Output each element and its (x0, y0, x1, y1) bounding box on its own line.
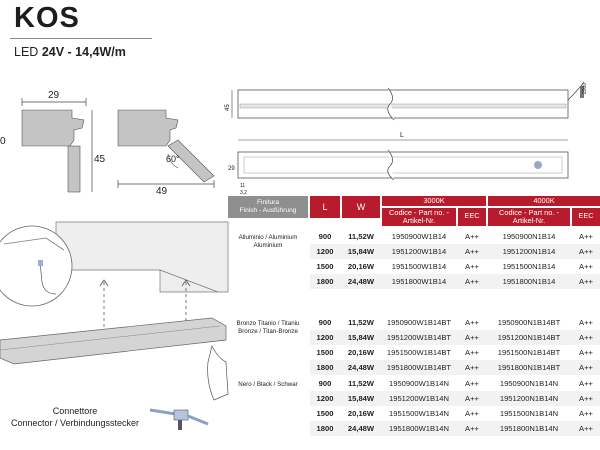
product-subtitle (14, 45, 126, 59)
elev-dim-length-label: L (400, 132, 404, 139)
cell-eec-4000: A++ (579, 333, 593, 342)
cell-eec-4000: A++ (579, 262, 593, 271)
cell-code-4000: 1950900N1B14BT (497, 318, 561, 327)
connector-label-it: Connettore (52, 406, 98, 416)
cell-eec-4000: A++ (579, 424, 593, 433)
cell-code-3000: 1950900W1B14N (389, 379, 449, 388)
header-group-3000: 3000K (382, 196, 486, 206)
elev-dim-height-label: 45 (225, 104, 231, 111)
top-view-bar (238, 152, 568, 178)
cell-code-3000: 1951500W1B14 (391, 262, 447, 271)
cell-length: 1800 (316, 363, 334, 372)
cabinet-wall (56, 222, 228, 292)
cell-code-4000: 1951800N1B14N (499, 424, 559, 433)
cell-eec-3000: A++ (465, 424, 479, 433)
cell-power: 15,84W (347, 247, 375, 256)
elevation-drawing (225, 80, 600, 196)
cell-eec-4000: A++ (579, 247, 593, 256)
cell-length: 1500 (316, 348, 334, 357)
cell-code-4000: 1951500N1B14BT (497, 348, 561, 357)
finish-label: Alluminio / Aluminium Aluminium (238, 234, 298, 249)
header-code-4000: Codice - Part no. - Artikel-Nr. (488, 208, 570, 226)
cell-power: 20,16W (347, 348, 375, 357)
cell-eec-4000: A++ (579, 409, 593, 418)
cell-length: 1500 (316, 409, 334, 418)
dim-left-cut-label: 0 (0, 136, 6, 147)
connector-icon (150, 392, 210, 432)
cell-eec-4000: A++ (579, 394, 593, 403)
cell-eec-4000: A++ (579, 318, 593, 327)
cell-code-4000: 1950900N1B14N (499, 379, 559, 388)
cell-eec-3000: A++ (465, 262, 479, 271)
header-eec-4000: EEC (572, 208, 600, 226)
header-length: L (310, 196, 340, 218)
cell-eec-3000: A++ (465, 333, 479, 342)
header-eec-3000: EEC (458, 208, 486, 226)
hand-icon (208, 346, 228, 400)
cell-code-4000: 1951200N1B14 (502, 247, 556, 256)
elev-dim-small-b-label: 3,2 (240, 190, 247, 196)
finish-label: Bronzo Titanio / Titaniu Bronze / Titan-Bronze (236, 320, 300, 335)
header-power: W (342, 196, 380, 218)
cable-length-label: 2000 (582, 82, 588, 94)
subtitle-prefix: LED (14, 45, 39, 59)
cell-eec-3000: A++ (465, 348, 479, 357)
cell-eec-3000: A++ (465, 277, 479, 286)
cell-length: 1200 (316, 333, 334, 342)
cell-code-4000: 1951200N1B14BT (497, 333, 561, 342)
cell-eec-4000: A++ (579, 277, 593, 286)
connector-label (10, 405, 140, 429)
cell-eec-3000: A++ (465, 394, 479, 403)
cell-length: 1200 (316, 247, 334, 256)
cell-code-3000: 1951500W1B14BT (386, 348, 452, 357)
angle-label: 60° (166, 154, 180, 164)
dim-height-label: 45 (94, 154, 106, 165)
header-code-3000: Codice - Part no. - Artikel-Nr. (382, 208, 456, 226)
cell-power: 11,52W (348, 318, 374, 327)
cell-eec-4000: A++ (579, 232, 593, 241)
profile-diffuser-closed (68, 146, 80, 192)
cell-length: 1800 (316, 277, 334, 286)
cell-code-4000: 1951200N1B14N (499, 394, 559, 403)
cell-eec-3000: A++ (465, 409, 479, 418)
cell-code-3000: 1951800W1B14 (391, 277, 447, 286)
cell-eec-3000: A++ (465, 247, 479, 256)
cell-eec-3000: A++ (465, 363, 479, 372)
cell-power: 20,16W (347, 409, 375, 418)
cell-power: 24,48W (347, 277, 375, 286)
cell-power: 11,52W (348, 232, 374, 241)
cell-eec-3000: A++ (465, 318, 479, 327)
cell-length: 900 (318, 379, 332, 388)
connector-label-en-de: Connector / Verbindungsstecker (10, 418, 140, 428)
cell-code-3000: 1950900W1B14 (391, 232, 447, 241)
cell-code-4000: 1951500N1B14N (499, 409, 559, 418)
cell-code-3000: 1951200W1B14 (391, 247, 447, 256)
cell-length: 1200 (316, 394, 334, 403)
cell-power: 11,52W (348, 379, 374, 388)
product-title: KOS (14, 2, 80, 34)
dim-open-width-label: 49 (156, 186, 168, 197)
cell-code-3000: 1951500W1B14N (389, 409, 449, 418)
profile-shape-open (118, 110, 178, 146)
cell-code-3000: 1951800W1B14N (389, 424, 449, 433)
cell-length: 900 (318, 318, 332, 327)
cell-code-3000: 1951200W1B14BT (386, 333, 452, 342)
cell-power: 15,84W (347, 333, 375, 342)
cell-power: 24,48W (347, 363, 375, 372)
dim-width-label: 29 (48, 90, 60, 101)
profile-section-drawing (0, 84, 230, 197)
elev-dim-small-a-label: 11 (240, 183, 246, 189)
cell-eec-4000: A++ (579, 348, 593, 357)
finish-label: Nero / Black / Schwar (238, 381, 298, 388)
cell-length: 1500 (316, 262, 334, 271)
cell-power: 24,48W (347, 424, 375, 433)
profile-shape-closed (22, 110, 84, 146)
cell-code-4000: 1951500N1B14 (502, 262, 556, 271)
installation-illustration (0, 222, 228, 400)
cell-eec-4000: A++ (579, 379, 593, 388)
header-finish: Finitura Finish - Ausführung (228, 196, 308, 218)
header-group-4000: 4000K (488, 196, 600, 206)
cell-eec-3000: A++ (465, 232, 479, 241)
sensor-dot (534, 161, 542, 169)
cell-power: 20,16W (347, 262, 375, 271)
cell-length: 900 (318, 232, 332, 241)
cell-code-3000: 1951200W1B14N (389, 394, 449, 403)
title-divider (10, 38, 152, 39)
cell-power: 15,84W (347, 394, 375, 403)
cell-eec-3000: A++ (465, 379, 479, 388)
elev-dim-depth-label: 29 (228, 166, 235, 172)
cell-code-3000: 1950900W1B14BT (386, 318, 452, 327)
cell-code-4000: 1951800N1B14BT (497, 363, 561, 372)
cell-code-3000: 1951800W1B14BT (386, 363, 452, 372)
cell-code-4000: 1950900N1B14 (502, 232, 556, 241)
cell-code-4000: 1951800N1B14 (502, 277, 556, 286)
subtitle-spec: 24V - 14,4W/m (41, 45, 126, 59)
installed-light-bar (0, 318, 226, 364)
cell-eec-4000: A++ (579, 363, 593, 372)
cell-length: 1800 (316, 424, 334, 433)
